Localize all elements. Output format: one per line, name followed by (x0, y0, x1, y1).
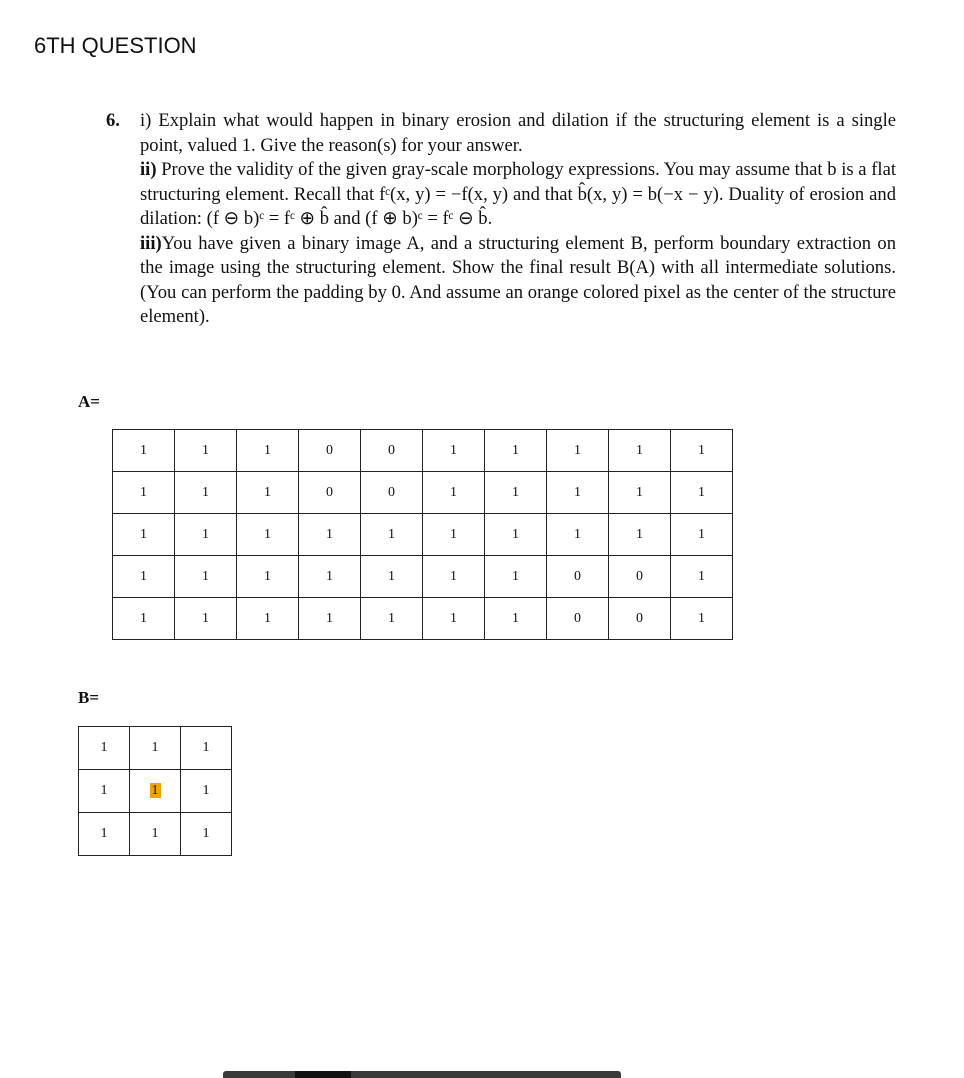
matrix-cell (181, 813, 232, 856)
matrix-cell-value: 1 (450, 484, 457, 500)
matrix-cell (113, 430, 175, 472)
matrix-cell (609, 514, 671, 556)
matrix-cell-value: 1 (140, 610, 147, 626)
matrix-cell (361, 430, 423, 472)
matrix-cell (485, 598, 547, 640)
matrix-cell-value: 1 (512, 526, 519, 542)
matrix-cell (361, 472, 423, 514)
matrix-cell-value: 0 (574, 568, 581, 584)
matrix-cell (423, 598, 485, 640)
matrix-cell-value: 1 (512, 568, 519, 584)
matrix-row (79, 813, 232, 856)
matrix-cell-value: 1 (636, 484, 643, 500)
matrix-cell-value: 1 (202, 740, 210, 755)
matrix-cell-value: 1 (202, 826, 210, 841)
question-part-iii (140, 232, 896, 330)
matrix-cell-value: 1 (100, 740, 108, 755)
matrix-row (113, 598, 733, 640)
question-block (106, 109, 896, 330)
matrix-cell (671, 556, 733, 598)
matrix-cell-value: 1 (202, 610, 209, 626)
matrix-cell-value: 1 (450, 610, 457, 626)
matrix-cell (299, 556, 361, 598)
page-heading: 6TH QUESTION (34, 33, 197, 58)
matrix-cell (299, 514, 361, 556)
matrix-cell (609, 598, 671, 640)
matrix-cell (485, 472, 547, 514)
matrix-cell (299, 598, 361, 640)
matrix-cell-value: 1 (698, 526, 705, 542)
matrix-cell-value: 1 (100, 826, 108, 841)
matrix-row (79, 770, 232, 813)
matrix-cell-value: 1 (326, 610, 333, 626)
matrix-cell-value: 1 (202, 442, 209, 458)
matrix-cell (175, 430, 237, 472)
matrix-cell-value: 0 (326, 484, 333, 500)
matrix-cell-value: 1 (151, 783, 159, 798)
scrollbar[interactable] (223, 1071, 621, 1078)
matrix-cell (237, 598, 299, 640)
structuring-element-center-cell (130, 770, 181, 813)
matrix-cell-value: 1 (140, 484, 147, 500)
matrix-cell (175, 472, 237, 514)
matrix-cell (130, 727, 181, 770)
matrix-cell (423, 430, 485, 472)
matrix-cell (181, 770, 232, 813)
matrix-cell (113, 556, 175, 598)
matrix-cell-value: 1 (574, 442, 581, 458)
question-number: 6. (106, 110, 120, 131)
matrix-cell (609, 556, 671, 598)
matrix-cell-value: 0 (388, 442, 395, 458)
matrix-cell-value: 0 (326, 442, 333, 458)
question-body (140, 109, 896, 330)
matrix-cell (181, 727, 232, 770)
matrix-cell-value: 1 (698, 484, 705, 500)
matrix-cell-value: 1 (636, 526, 643, 542)
matrix-cell (113, 472, 175, 514)
matrix-cell-value: 1 (100, 783, 108, 798)
matrix-a-label: A= (78, 392, 100, 411)
matrix-cell (175, 556, 237, 598)
matrix-cell-value: 1 (698, 610, 705, 626)
part-ii-label: ii) (140, 159, 157, 180)
matrix-cell (547, 430, 609, 472)
matrix-cell-value: 1 (698, 442, 705, 458)
matrix-cell-value: 1 (264, 442, 271, 458)
matrix-cell (237, 556, 299, 598)
matrix-cell-value: 1 (140, 442, 147, 458)
matrix-cell (79, 770, 130, 813)
matrix-cell (361, 598, 423, 640)
matrix-cell-value: 1 (202, 568, 209, 584)
part-iii-text: You have given a binary image A, and a structuring element B, perform boundary extraction on the image using the structuring element. Show the final result B(A) with all intermediate solutions. (You can perform the padding by 0. And assume an orange colored pixel as the center of the structure element). (140, 232, 896, 327)
matrix-cell-value: 1 (698, 568, 705, 584)
part-ii-text: Prove the validity of the given gray-scale morphology expressions. You may assume that b is a flat structuring element. Recall that fᶜ(x, y) = −f(x, y) and that b̂(x, y) = b(−x − y). Duality of erosion and dilation: (f ⊖ b)ᶜ = fᶜ ⊕ b̂ and (f ⊕ b)ᶜ = fᶜ ⊖ b̂. (140, 159, 896, 229)
matrix-cell (547, 472, 609, 514)
matrix-cell-value: 1 (450, 568, 457, 584)
matrix-cell-value: 1 (140, 526, 147, 542)
matrix-row (113, 430, 733, 472)
matrix-cell-value: 0 (574, 610, 581, 626)
matrix-cell-value: 1 (388, 568, 395, 584)
matrix-cell (299, 472, 361, 514)
matrix-cell-value: 1 (512, 484, 519, 500)
matrix-cell (671, 598, 733, 640)
matrix-cell (485, 430, 547, 472)
matrix-cell-value: 1 (574, 526, 581, 542)
matrix-cell (423, 514, 485, 556)
matrix-cell-value: 1 (151, 826, 159, 841)
matrix-cell (485, 514, 547, 556)
matrix-cell (609, 472, 671, 514)
matrix-cell (423, 472, 485, 514)
matrix-cell (423, 556, 485, 598)
matrix-cell-value: 1 (512, 442, 519, 458)
matrix-cell (361, 556, 423, 598)
matrix-cell-value: 1 (264, 610, 271, 626)
matrix-cell (671, 430, 733, 472)
matrix-cell (237, 514, 299, 556)
matrix-cell-value: 1 (202, 783, 210, 798)
matrix-row (113, 514, 733, 556)
matrix-row (113, 472, 733, 514)
matrix-cell-value: 1 (264, 568, 271, 584)
matrix-cell (547, 598, 609, 640)
matrix-cell-value: 1 (140, 568, 147, 584)
matrix-cell-value: 1 (264, 484, 271, 500)
matrix-cell-value: 1 (202, 484, 209, 500)
matrix-cell (175, 598, 237, 640)
matrix-cell-value: 1 (326, 568, 333, 584)
matrix-b-table (78, 726, 232, 856)
matrix-cell-value: 1 (450, 442, 457, 458)
matrix-cell-value: 1 (388, 610, 395, 626)
matrix-cell (113, 514, 175, 556)
part-iii-label: iii) (140, 232, 162, 254)
matrix-cell (671, 514, 733, 556)
matrix-cell (547, 556, 609, 598)
matrix-row (79, 727, 232, 770)
matrix-cell-value: 1 (151, 740, 159, 755)
matrix-cell (130, 813, 181, 856)
matrix-cell (237, 430, 299, 472)
matrix-cell (299, 430, 361, 472)
matrix-cell-value: 1 (512, 610, 519, 626)
matrix-cell (237, 472, 299, 514)
matrix-a-table (112, 429, 733, 640)
question-part-ii (140, 158, 896, 232)
matrix-cell-value: 0 (636, 568, 643, 584)
matrix-cell-value: 0 (388, 484, 395, 500)
matrix-cell-value: 1 (326, 526, 333, 542)
matrix-cell-value: 1 (636, 442, 643, 458)
matrix-cell (79, 813, 130, 856)
matrix-cell-value: 1 (450, 526, 457, 542)
matrix-cell (79, 727, 130, 770)
matrix-row (113, 556, 733, 598)
question-part-i: i) Explain what would happen in binary erosion and dilation if the structuring element is a single point, valued 1. Give the reason(s) for your answer. (140, 110, 896, 156)
scrollbar-thumb[interactable] (295, 1071, 351, 1078)
matrix-cell (671, 472, 733, 514)
matrix-cell-value: 1 (574, 484, 581, 500)
matrix-cell (361, 514, 423, 556)
matrix-cell (547, 514, 609, 556)
matrix-cell-value: 1 (388, 526, 395, 542)
matrix-cell-value: 1 (202, 526, 209, 542)
matrix-cell-value: 1 (264, 526, 271, 542)
matrix-cell (485, 556, 547, 598)
matrix-cell-value: 0 (636, 610, 643, 626)
matrix-cell (175, 514, 237, 556)
matrix-cell (609, 430, 671, 472)
matrix-b-label: B= (78, 688, 100, 707)
matrix-cell (113, 598, 175, 640)
